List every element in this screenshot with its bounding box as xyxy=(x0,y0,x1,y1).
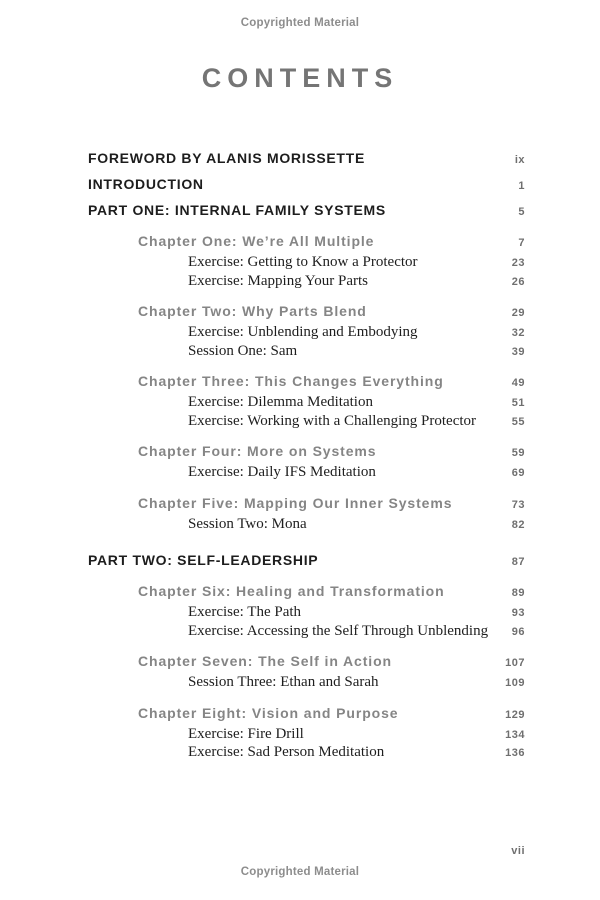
toc-entry-label: FOREWORD BY ALANIS MORISSETTE xyxy=(88,150,365,166)
toc-entry-page: 93 xyxy=(511,607,525,619)
toc-entry xyxy=(88,343,525,362)
toc-entry-page: 51 xyxy=(511,397,525,409)
folio-page-number: vii xyxy=(511,845,525,857)
toc-entry-page: 49 xyxy=(511,377,525,389)
toc-entry xyxy=(88,464,525,483)
toc-entry xyxy=(88,394,525,413)
toc-entry-page: 55 xyxy=(511,415,525,428)
toc-entry-page: 87 xyxy=(511,556,525,568)
toc-entry-label: Session Three: Ethan and Sarah xyxy=(188,674,379,690)
toc-entry xyxy=(88,726,525,745)
toc-entry xyxy=(88,705,525,724)
toc-entry-page: 59 xyxy=(511,447,525,459)
toc-entry-label: Exercise: Sad Person Meditation xyxy=(188,744,385,760)
toc-entry-label: INTRODUCTION xyxy=(88,176,204,192)
toc-entry-label: Chapter Seven: The Self in Action xyxy=(138,653,392,669)
toc-entry xyxy=(88,254,525,273)
toc-entry xyxy=(88,583,525,602)
toc-entry-page: 1 xyxy=(518,180,525,192)
toc-entry-page: 23 xyxy=(511,257,525,269)
toc-entry xyxy=(88,443,525,462)
toc-entry-label: Exercise: Unblending and Embodying xyxy=(188,324,418,340)
copyright-notice-bottom: Copyrighted Material xyxy=(240,866,360,878)
copyright-notice-top: Copyrighted Material xyxy=(240,17,360,29)
toc-entry-label: Chapter One: We’re All Multiple xyxy=(138,233,375,249)
toc-entry-label: Exercise: Fire Drill xyxy=(188,725,304,742)
toc-entry-label: Chapter Five: Mapping Our Inner Systems xyxy=(138,494,453,511)
toc-entry-page: 89 xyxy=(511,587,525,599)
toc-entry xyxy=(88,176,525,195)
toc-entry-page: 5 xyxy=(518,206,525,218)
toc-entry-label: Exercise: The Path xyxy=(188,604,302,620)
toc-entry-label: Session One: Sam xyxy=(188,342,298,359)
table-of-contents xyxy=(88,150,525,763)
toc-entry-label: PART TWO: SELF-LEADERSHIP xyxy=(88,552,319,568)
toc-entry-label: Exercise: Working with a Challenging Protector xyxy=(188,412,477,429)
toc-entry-page: 129 xyxy=(505,708,525,721)
toc-entry xyxy=(88,552,525,571)
toc-entry xyxy=(88,623,525,642)
toc-entry-label: Session Two: Mona xyxy=(188,515,307,532)
toc-entry xyxy=(88,516,525,535)
toc-entry-label: Exercise: Mapping Your Parts xyxy=(188,272,368,289)
toc-entry-label: Exercise: Dilemma Meditation xyxy=(188,394,373,410)
toc-entry-label: Exercise: Daily IFS Meditation xyxy=(188,464,376,480)
toc-entry xyxy=(88,303,525,322)
toc-entry xyxy=(88,674,525,693)
toc-entry-label: Exercise: Accessing the Self Through Unblending xyxy=(188,622,489,639)
toc-entry xyxy=(88,273,525,292)
toc-entry-page: 82 xyxy=(511,518,525,531)
toc-entry-page: 136 xyxy=(505,747,525,759)
toc-entry xyxy=(88,653,525,672)
toc-entry-page: 96 xyxy=(511,625,525,638)
toc-entry-page: 109 xyxy=(505,677,525,689)
toc-entry-label: Chapter Two: Why Parts Blend xyxy=(138,303,367,319)
toc-entry-label: Exercise: Getting to Know a Protector xyxy=(188,254,418,270)
toc-entry-label: Chapter Four: More on Systems xyxy=(138,443,377,459)
page-title: CONTENTS xyxy=(201,63,399,93)
toc-entry-page: 32 xyxy=(511,327,525,339)
toc-entry-label: Chapter Eight: Vision and Purpose xyxy=(138,704,399,721)
toc-entry-page: ix xyxy=(514,154,525,166)
toc-entry-page: 73 xyxy=(511,498,525,511)
toc-entry xyxy=(88,413,525,432)
toc-entry-page: 107 xyxy=(505,657,525,669)
toc-entry xyxy=(88,744,525,763)
toc-entry-page: 134 xyxy=(505,728,525,741)
toc-entry xyxy=(88,324,525,343)
toc-entry xyxy=(88,150,525,169)
toc-entry-page: 7 xyxy=(518,237,525,249)
toc-entry-page: 69 xyxy=(511,467,525,479)
toc-entry-page: 39 xyxy=(511,345,525,358)
toc-entry-page: 26 xyxy=(511,275,525,288)
toc-entry-label: Chapter Six: Healing and Transformation xyxy=(138,583,445,599)
toc-entry xyxy=(88,604,525,623)
toc-entry xyxy=(88,202,525,221)
toc-entry xyxy=(88,373,525,392)
toc-entry xyxy=(88,233,525,252)
toc-entry xyxy=(88,495,525,514)
toc-entry-label: PART ONE: INTERNAL FAMILY SYSTEMS xyxy=(88,202,386,218)
toc-entry-label: Chapter Three: This Changes Everything xyxy=(138,373,444,389)
toc-entry-page: 29 xyxy=(511,307,525,319)
